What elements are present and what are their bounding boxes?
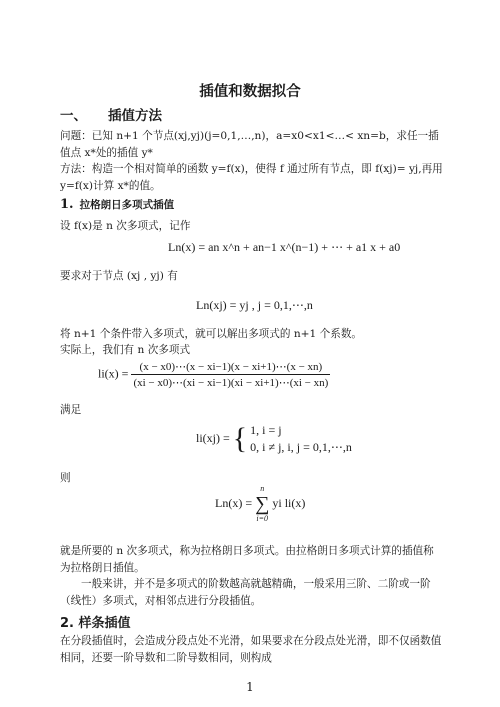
sigma-icon: ∑ [255,493,270,515]
case-two: 0, i ≠ j, i, j = 0,1,⋯,n [250,440,352,454]
substitute-text: 将 n+1 个条件带入多项式，就可以解出多项式的 n+1 个系数。 [60,328,363,340]
basis-numerator: (x − x0)⋯(x − xi−1)(x − xi+1)⋯(x − xn) [139,361,323,373]
equation-node-condition: Ln(xj) = yj , j = 0,1,⋯,n [196,298,313,312]
spline-paragraph: 在分段插值时，会造成分段点处不光滑，如果要求在分段点处光滑，即不仅函数值相同，还要一阶导数和二阶导数相同，则构成 [60,635,442,664]
subsection-title: 样条插值 [78,616,131,631]
let-text: 设 f(x)是 n 次多项式，记作 [60,220,191,232]
equation-kronecker [196,422,352,456]
kronecker-cases [250,422,352,456]
basis-lhs: li(x) = [98,366,129,381]
problem-paragraph: 问题：已知 n+1 个节点(xj,yj)(j=0,1,…,n)，a=x0<x1<…< xn=b，求任一插值点 x*处的插值 y* [60,130,439,159]
section-title: 插值方法 [108,108,162,124]
require-text: 要求对于节点 (xj , yj) 有 [60,270,178,282]
page-title: 插值和数据拟合 [199,84,301,100]
section-heading-1 [60,104,162,124]
subsection-title: 拉格朗日多项式插值 [79,199,175,211]
summation-symbol [255,484,269,524]
actually-text: 实际上，我们有 n 次多项式 [60,344,191,356]
sum-rhs: yi li(x) [272,495,306,510]
case-one: 1, i = j [250,423,282,437]
kronecker-lhs: li(xj) = [196,430,230,445]
sum-upper-limit: n [260,484,265,493]
conclusion-paragraph: 就是所要的 n 次多项式，称为拉格朗日多项式。由拉格朗日多项式计算的插值称为拉格朗日插值。 [60,545,434,574]
general-paragraph: 一般来讲，并不是多项式的阶数越高就越精确，一般采用三阶、二阶或一阶（线性）多项式，对相邻点进行分段插值。 [60,578,431,607]
basis-fraction [131,360,330,389]
left-brace-symbol: { [232,422,248,455]
fraction-bar [131,374,330,375]
sum-lower-limit: i=0 [256,514,269,523]
page-number: 1 [246,680,254,694]
equation-lagrange-poly: Ln(x) = an x^n + an−1 x^(n−1) + ⋯ + a1 x + a0 [168,240,401,254]
method-paragraph: 方法：构造一个相对简单的函数 y=f(x)，使得 f 通过所有节点，即 f(xj)= yj,再用 y=f(x)计算 x*的值。 [60,163,443,192]
section-number: 一、 [60,108,87,124]
basis-denominator: (xi − x0)⋯(xi − xi−1)(xi − xi+1)⋯(xi − xn) [133,377,329,389]
subsection-number: 2. [60,616,74,631]
subsection-heading-1 [60,197,174,212]
sum-lhs: Ln(x) = [215,495,253,510]
satisfy-text: 满足 [60,404,82,416]
subsection-heading-2 [60,612,131,631]
then-text: 则 [60,472,71,484]
equation-lagrange-sum [215,484,305,524]
subsection-number: 1. [60,197,74,212]
equation-basis-poly [98,360,330,389]
